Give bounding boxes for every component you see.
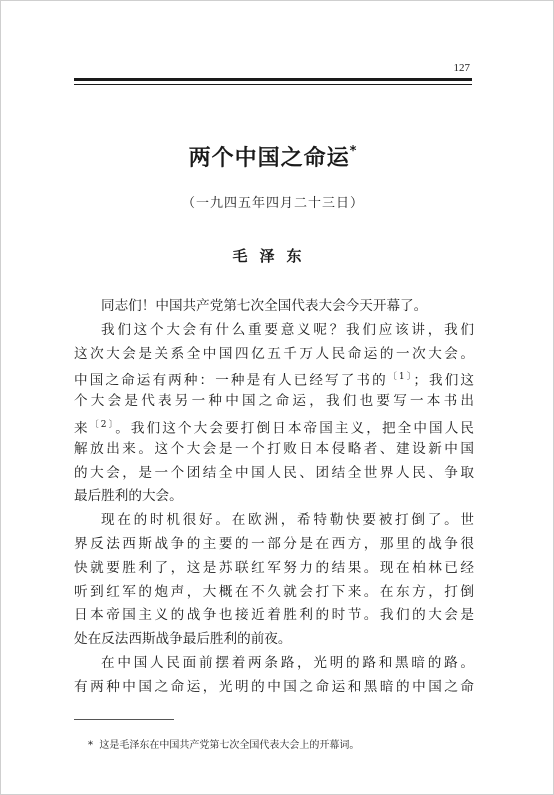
article-title bbox=[188, 143, 358, 171]
body-line-text: 快就要胜利了，这是苏联红军努力的结果。现在柏林已经 bbox=[74, 559, 474, 576]
body-line-text: 听到红军的炮声，大概在不久就会打下来。在东方，打倒 bbox=[74, 583, 474, 600]
body-line-text: 同志们！中国共产党第七次全国代表大会今天开幕了。 bbox=[101, 298, 428, 314]
body-line bbox=[74, 414, 474, 438]
page-number: 127 bbox=[453, 62, 470, 74]
body-line-text: 最后胜利的大会。 bbox=[74, 488, 183, 505]
header-rule-thick bbox=[74, 78, 472, 81]
title-footnote-mark: * bbox=[349, 143, 358, 159]
title-block bbox=[74, 141, 472, 172]
body-line bbox=[74, 462, 474, 486]
body-line-text: 解放出来。这个大会是一个打败日本侵略者、建设新中国 bbox=[74, 440, 474, 457]
body-line bbox=[74, 581, 474, 605]
body-line-text: 个大会是代表另一种中国之命运，我们也要写一本书出 bbox=[74, 393, 474, 410]
body-line-text: 在中国人民面前摆着两条路，光明的路和黑暗的路。 bbox=[101, 654, 474, 671]
body-line bbox=[74, 676, 474, 700]
article-title-text: 两个中国之命运 bbox=[188, 146, 350, 171]
body-line-text: 的大会，是一个团结全中国人民、团结全世界人民、争取 bbox=[74, 464, 474, 481]
body-line-text-after-ref: ；我们这 bbox=[413, 372, 475, 389]
body-line bbox=[74, 366, 474, 390]
body-line bbox=[74, 628, 474, 652]
footnote-rule bbox=[74, 719, 174, 720]
footnote bbox=[88, 736, 359, 751]
body-line bbox=[74, 485, 474, 509]
body-line-text-after-ref: 。我们这个大会要打倒日本帝国主义，把全中国人民 bbox=[115, 420, 475, 437]
body-line bbox=[74, 438, 474, 462]
body-line-text: 有两种中国之命运，光明的中国之命运和黑暗的中国之命 bbox=[74, 678, 474, 695]
endnote-ref[interactable]: 〔2〕 bbox=[89, 419, 116, 430]
body-line bbox=[74, 652, 474, 676]
body-line-text: 来 bbox=[74, 420, 90, 437]
header-rule-thin bbox=[74, 84, 472, 85]
body-line bbox=[74, 390, 474, 414]
body-line bbox=[74, 509, 474, 533]
body-text bbox=[74, 295, 474, 700]
body-line bbox=[74, 295, 474, 319]
body-line-text: 界反法西斯战争的主要的一部分是在西方，那里的战争很 bbox=[74, 535, 474, 552]
body-line-text: 我们这个大会有什么重要意义呢？我们应该讲，我们 bbox=[101, 321, 474, 338]
body-line bbox=[74, 343, 474, 367]
body-line bbox=[74, 557, 474, 581]
endnote-ref[interactable]: 〔1〕 bbox=[387, 372, 414, 383]
body-line-text: 现在的时机很好。在欧洲，希特勒快要被打倒了。世 bbox=[101, 512, 474, 529]
body-line bbox=[74, 319, 474, 343]
body-line-text: 处在反法西斯战争最后胜利的前夜。 bbox=[74, 631, 292, 648]
body-line-text: 这次大会是关系全中国四亿五千万人民命运的一次大会。 bbox=[74, 345, 474, 362]
footnote-text: 这是毛泽东在中国共产党第七次全国代表大会上的开幕词。 bbox=[99, 740, 360, 751]
body-line bbox=[74, 533, 474, 557]
body-line-text: 中国之命运有两种：一种是有人已经写了书的 bbox=[74, 372, 388, 389]
body-line bbox=[74, 604, 474, 628]
body-line-text: 日本帝国主义的战争也接近着胜利的时节。我们的大会是 bbox=[74, 607, 474, 624]
footnote-mark: * bbox=[88, 740, 93, 751]
article-author: 毛泽东 bbox=[232, 247, 314, 265]
article-date: （一九四五年四月二十三日） bbox=[181, 196, 364, 211]
